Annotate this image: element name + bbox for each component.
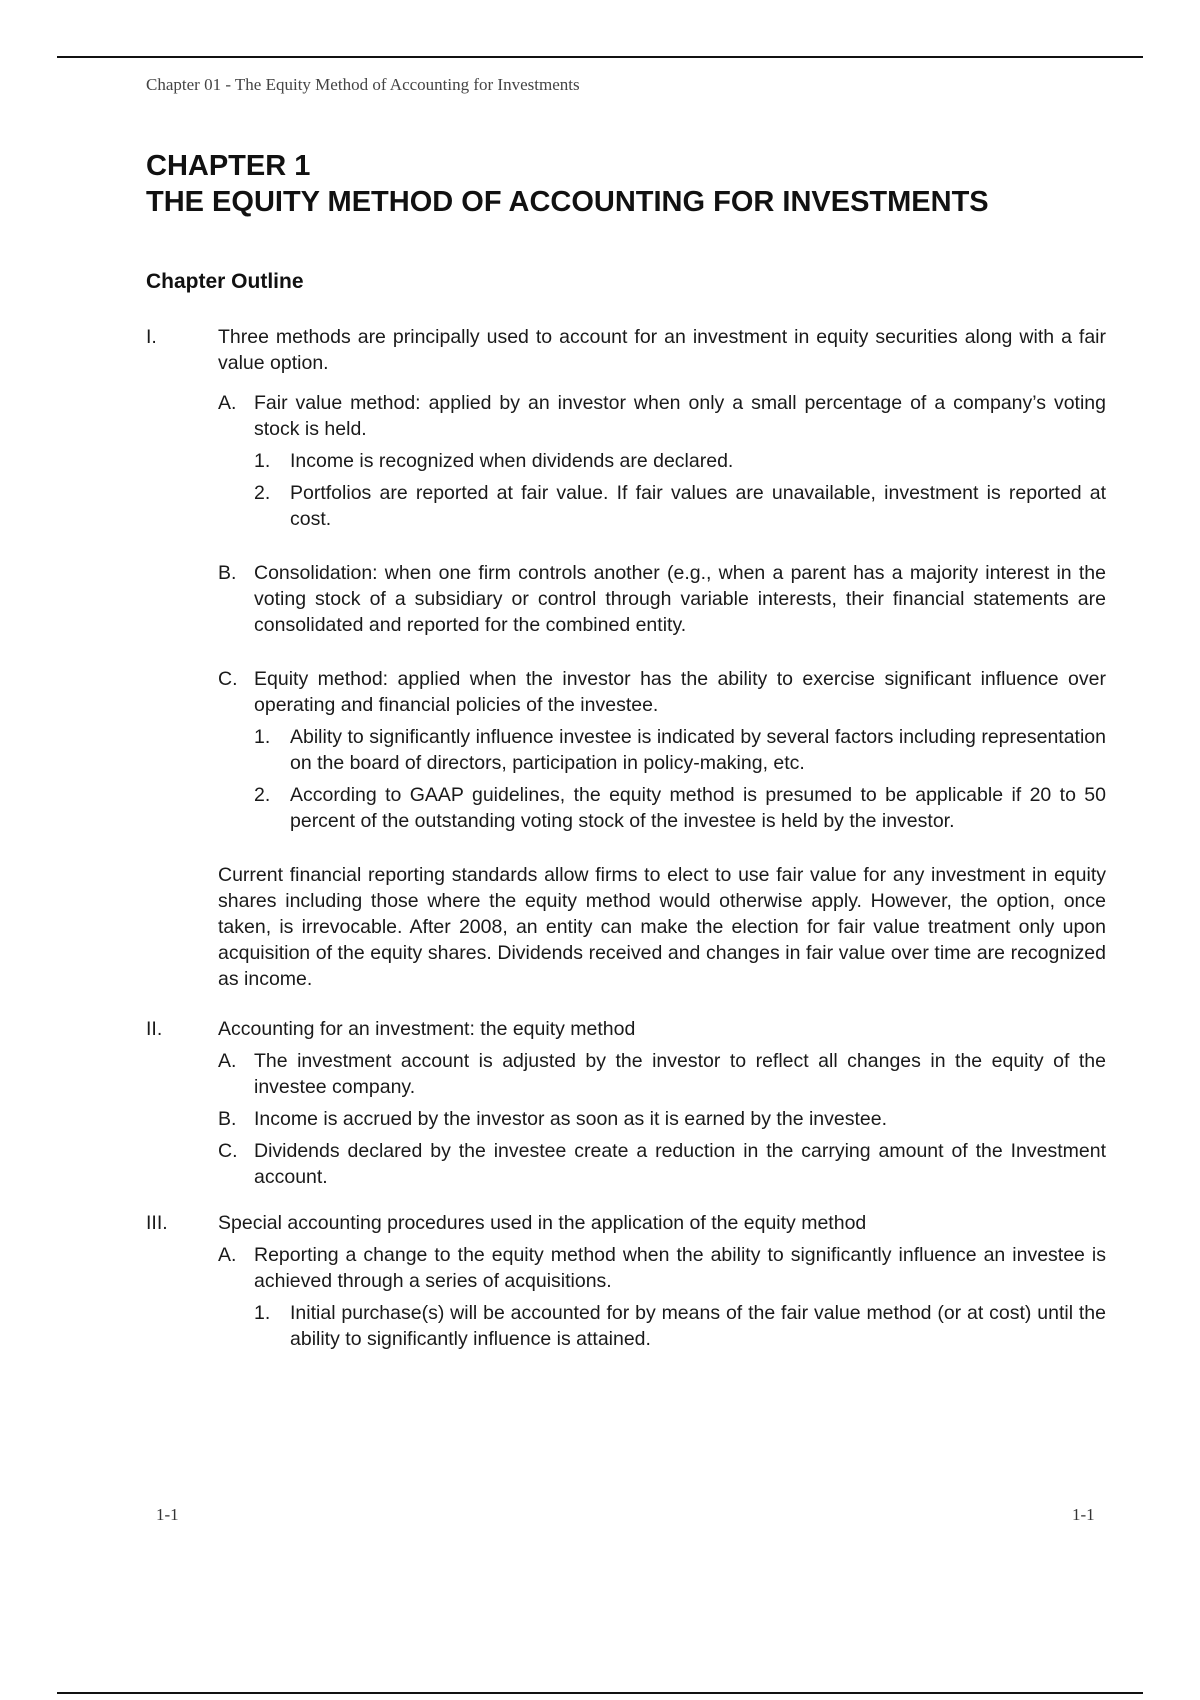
item-letter: C. (218, 668, 238, 690)
outline-item-2b (218, 1106, 1106, 1132)
item-text: Dividends declared by the investee create a reduction in the carrying amount of the Investment account. (254, 1140, 1106, 1188)
section-numeral: I. (146, 326, 157, 348)
item-letter: A. (218, 1244, 237, 1266)
running-header: Chapter 01 - The Equity Method of Accounting for Investments (146, 75, 580, 94)
item-number: 2. (254, 784, 271, 806)
outline-item-1c1 (254, 724, 1106, 776)
item-text: The investment account is adjusted by the investor to reflect all changes in the equity of the investee company. (254, 1050, 1106, 1098)
item-text: Reporting a change to the equity method when the ability to significantly influence an investee is achieved through a series of acquisitions. (254, 1244, 1106, 1292)
outline-item-3a1 (254, 1300, 1106, 1352)
item-letter: C. (218, 1140, 238, 1162)
item-letter: B. (218, 562, 237, 584)
outline-section-3 (146, 1210, 1106, 1236)
bottom-rule (57, 1692, 1143, 1694)
outline-item-1c (218, 666, 1106, 718)
outline-item-2c (218, 1138, 1106, 1190)
section-text: Three methods are principally used to account for an investment in equity securities along with a fair value option. (218, 326, 1106, 374)
outline-item-2a (218, 1048, 1106, 1100)
section-numeral: II. (146, 1018, 163, 1040)
page-number-right: 1-1 (1072, 1505, 1095, 1524)
outline-section-1 (146, 324, 1106, 376)
outline-item-1b (218, 560, 1106, 638)
item-text: According to GAAP guidelines, the equity method is presumed to be applicable if 20 to 50 percent of the outstanding voting stock of the investee is held by the investor. (290, 784, 1106, 832)
item-text: Consolidation: when one firm controls another (e.g., when a parent has a majority interest in the voting stock of a subsidiary or control through variable interests, their financial statements are consolidated and reported for the combined entity. (254, 562, 1106, 636)
item-number: 1. (254, 450, 271, 472)
section-text: Special accounting procedures used in the application of the equity method (218, 1212, 867, 1234)
item-text: Income is recognized when dividends are declared. (290, 450, 734, 472)
section-numeral: III. (146, 1212, 168, 1234)
item-text: Initial purchase(s) will be accounted for by means of the fair value method (or at cost) until the ability to significantly influence is attained. (290, 1302, 1106, 1350)
item-letter: A. (218, 392, 237, 414)
item-number: 2. (254, 482, 271, 504)
outline-heading: Chapter Outline (146, 270, 304, 293)
item-number: 1. (254, 1302, 271, 1324)
top-rule (57, 56, 1143, 58)
page-number-left: 1-1 (156, 1505, 179, 1524)
item-number: 1. (254, 726, 271, 748)
outline-item-1a1 (254, 448, 1106, 474)
chapter-title (146, 148, 989, 220)
item-letter: B. (218, 1108, 237, 1130)
item-letter: A. (218, 1050, 237, 1072)
section-text: Accounting for an investment: the equity method (218, 1018, 636, 1040)
chapter-name: THE EQUITY METHOD OF ACCOUNTING FOR INVESTMENTS (146, 186, 989, 218)
outline-item-1c2 (254, 782, 1106, 834)
outline-item-1a (218, 390, 1106, 442)
item-text: Portfolios are reported at fair value. If fair values are unavailable, investment is reported at cost. (290, 482, 1106, 530)
chapter-number: CHAPTER 1 (146, 150, 311, 182)
chapter-outline (146, 324, 1106, 1352)
fair-value-option-paragraph: Current financial reporting standards allow firms to elect to use fair value for any investment in equity shares including those where the equity method would otherwise apply. However, the option, once taken, is irrevocable. After 2008, an entity can make the election for fair value treatment only upon acquisition of the equity shares. Dividends received and changes in fair value over time are recognized as income. (218, 864, 1106, 990)
item-text: Ability to significantly influence investee is indicated by several factors including representation on the board of directors, participation in policy-making, etc. (290, 726, 1106, 774)
outline-item-1a2 (254, 480, 1106, 532)
item-text: Fair value method: applied by an investor when only a small percentage of a company’s voting stock is held. (254, 392, 1106, 440)
item-text: Equity method: applied when the investor has the ability to exercise significant influence over operating and financial policies of the investee. (254, 668, 1106, 716)
item-text: Income is accrued by the investor as soon as it is earned by the investee. (254, 1108, 888, 1130)
outline-item-3a (218, 1242, 1106, 1294)
outline-section-2 (146, 1016, 1106, 1042)
